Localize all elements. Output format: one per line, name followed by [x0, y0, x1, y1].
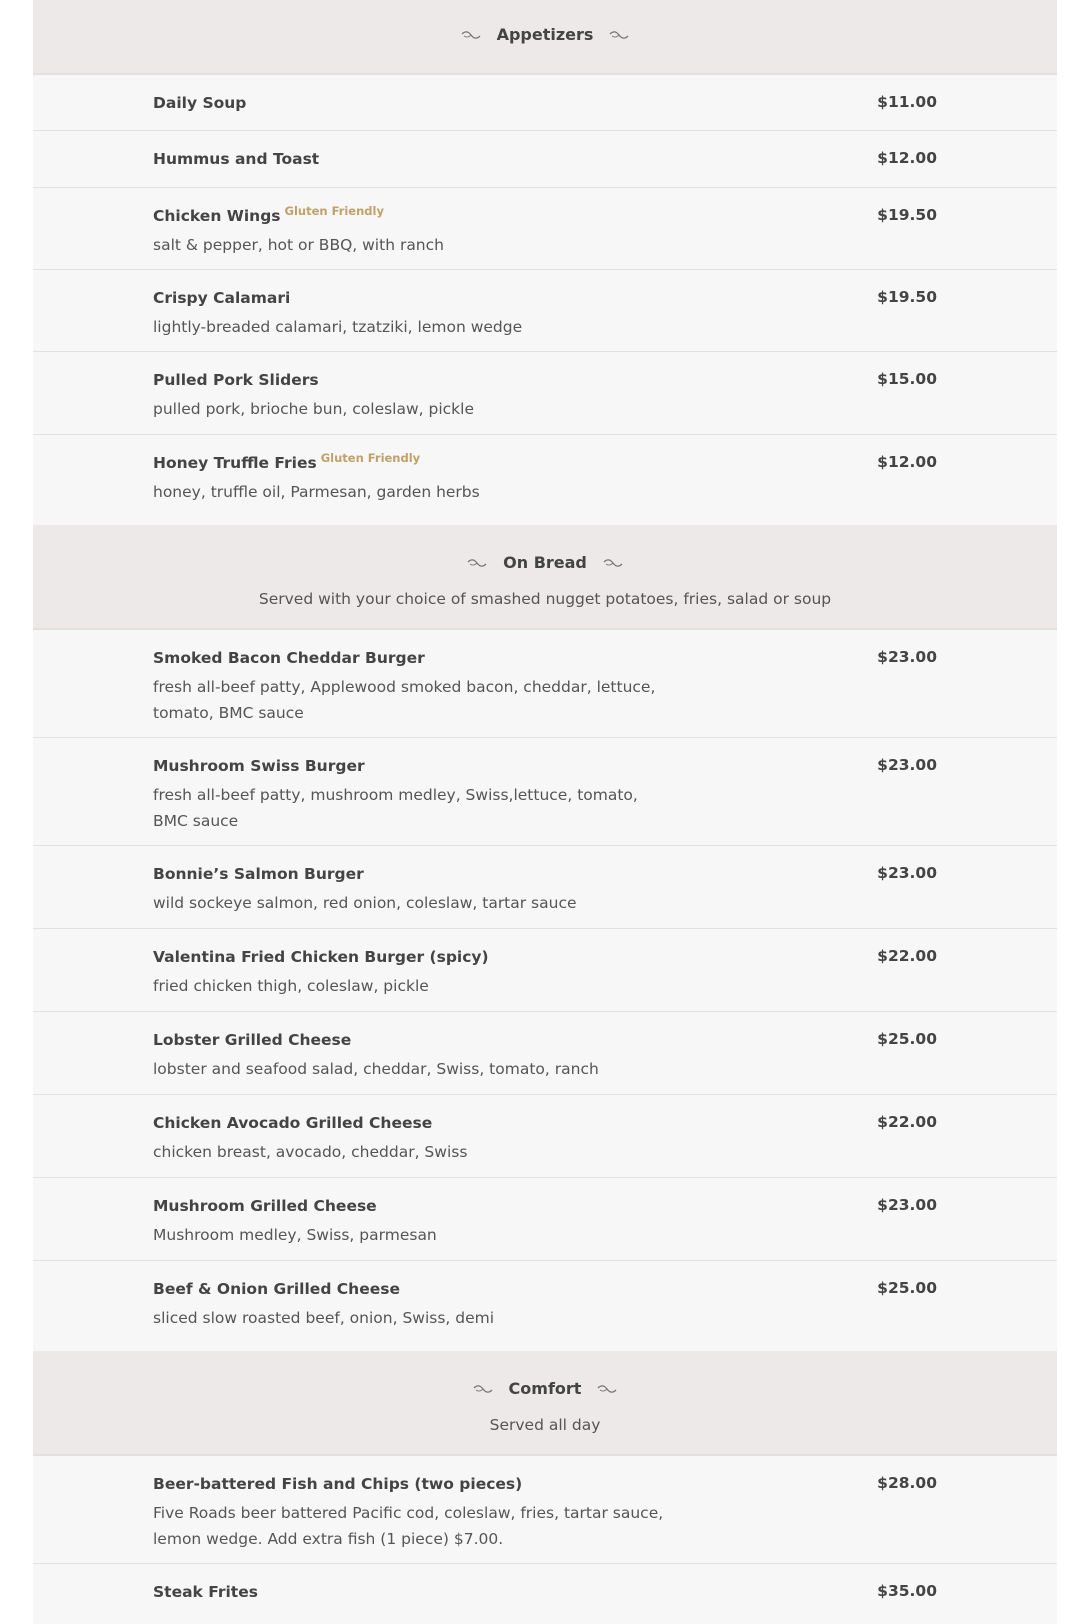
- item-description: lobster and seafood salad, cheddar, Swiss, tomato, ranch: [153, 1060, 599, 1078]
- menu-item: [33, 270, 1057, 352]
- item-price: $23.00: [877, 648, 937, 666]
- menu-item: [33, 1564, 1057, 1624]
- item-name: Lobster Grilled Cheese: [153, 1031, 352, 1049]
- item-price: $23.00: [877, 756, 937, 774]
- item-description: chicken breast, avocado, cheddar, Swiss: [153, 1143, 468, 1161]
- flourish-icon: [473, 1384, 493, 1394]
- section-title: On Bread: [503, 553, 587, 572]
- item-name: Hummus and Toast: [153, 150, 320, 168]
- menu-item: [33, 352, 1057, 435]
- flourish-icon: [609, 30, 629, 40]
- item-name: Bonnie’s Salmon Burger: [153, 865, 364, 883]
- item-description: sliced slow roasted beef, onion, Swiss, demi: [153, 1309, 495, 1327]
- item-description: honey, truffle oil, Parmesan, garden herbs: [153, 483, 480, 501]
- item-description: lightly-breaded calamari, tzatziki, lemon wedge: [153, 318, 523, 336]
- item-description: fresh all-beef patty, Applewood smoked bacon, cheddar, lettuce, tomato, BMC sauce: [153, 678, 656, 722]
- menu-item: [33, 929, 1057, 1012]
- item-name: Valentina Fried Chicken Burger (spicy): [153, 948, 489, 966]
- item-name: Beef & Onion Grilled Cheese: [153, 1280, 400, 1298]
- item-price: $19.50: [877, 288, 937, 306]
- menu-item: [33, 131, 1057, 188]
- gluten-friendly-tag: Gluten Friendly: [320, 451, 421, 465]
- item-description: pulled pork, brioche bun, coleslaw, pickle: [153, 400, 474, 418]
- item-price: $28.00: [877, 1474, 937, 1492]
- menu-item: [33, 1095, 1057, 1178]
- item-price: $25.00: [877, 1030, 937, 1048]
- section-header-on-bread: [33, 525, 1057, 630]
- item-name: Chicken Avocado Grilled Cheese: [153, 1114, 433, 1132]
- item-description: fried chicken thigh, coleslaw, pickle: [153, 977, 429, 995]
- item-name: Beer-battered Fish and Chips (two pieces): [153, 1475, 523, 1493]
- item-description: Five Roads beer battered Pacific cod, coleslaw, fries, tartar sauce, lemon wedge. Add extra fish (1 piece) $7.00.: [153, 1504, 664, 1548]
- item-description: Mushroom medley, Swiss, parmesan: [153, 1226, 437, 1244]
- section-subtitle: Served all day: [489, 1416, 601, 1434]
- menu-item: [33, 1178, 1057, 1261]
- menu-item: [33, 188, 1057, 270]
- section-subtitle: Served with your choice of smashed nugget potatoes, fries, salad or soup: [258, 590, 832, 608]
- section-header-appetizers: [33, 0, 1057, 75]
- item-price: $12.00: [877, 453, 937, 471]
- item-name: Mushroom Swiss Burger: [153, 757, 365, 775]
- menu-item: [33, 435, 1057, 525]
- item-price: $12.00: [877, 149, 937, 167]
- gluten-friendly-tag: Gluten Friendly: [284, 204, 384, 218]
- flourish-icon: [597, 1384, 617, 1394]
- menu: [33, 0, 1057, 1624]
- item-name: Honey Truffle Fries: [153, 454, 317, 472]
- item-price: $19.50: [877, 206, 937, 224]
- item-name: Chicken Wings: [153, 207, 281, 225]
- item-price: $15.00: [877, 370, 937, 388]
- section-header-comfort: [33, 1351, 1057, 1456]
- item-name: Smoked Bacon Cheddar Burger: [153, 649, 425, 667]
- item-name: Pulled Pork Sliders: [153, 371, 319, 389]
- menu-item: [33, 75, 1057, 131]
- item-price: $23.00: [877, 864, 937, 882]
- item-name: Mushroom Grilled Cheese: [153, 1197, 377, 1215]
- menu-item: [33, 1261, 1057, 1351]
- item-name: Steak Frites: [153, 1583, 258, 1601]
- item-price: $25.00: [877, 1279, 937, 1297]
- item-price: $23.00: [877, 1196, 937, 1214]
- item-price: $22.00: [877, 947, 937, 965]
- menu-item: [33, 1456, 1057, 1564]
- item-name: Daily Soup: [153, 94, 247, 112]
- section-title: Appetizers: [496, 25, 594, 44]
- item-price: $22.00: [877, 1113, 937, 1131]
- item-price: $11.00: [877, 93, 937, 111]
- menu-item: [33, 1012, 1057, 1095]
- section-title: Comfort: [508, 1379, 582, 1398]
- item-description: salt & pepper, hot or BBQ, with ranch: [153, 236, 444, 254]
- menu-item: [33, 846, 1057, 929]
- item-description: wild sockeye salmon, red onion, coleslaw, tartar sauce: [153, 894, 577, 912]
- flourish-icon: [461, 30, 481, 40]
- flourish-icon: [603, 558, 623, 568]
- menu-item: [33, 738, 1057, 846]
- flourish-icon: [467, 558, 487, 568]
- menu-item: [33, 630, 1057, 738]
- item-price: $35.00: [877, 1582, 937, 1600]
- item-description: fresh all-beef patty, mushroom medley, Swiss,lettuce, tomato, BMC sauce: [153, 786, 638, 830]
- item-name: Crispy Calamari: [153, 289, 291, 307]
